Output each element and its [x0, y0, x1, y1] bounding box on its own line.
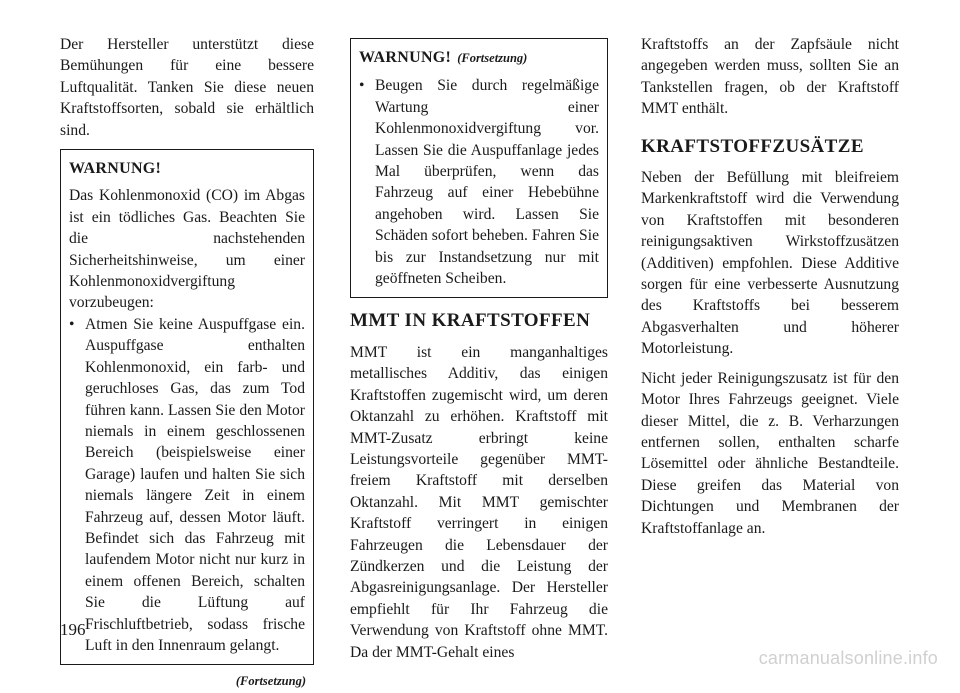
page-number: 196 — [60, 620, 86, 639]
warning-continued-label: (Fortsetzung) — [457, 51, 528, 65]
column-left — [60, 34, 314, 693]
warning-title-continued — [359, 47, 599, 69]
intro-paragraph: Der Hersteller unterstützt diese Bemühungen für eine bessere Luftqualität. Tanken Sie diese neuen Kraftstoffsorten, sobald sie erhältlich sind. — [60, 36, 314, 139]
warning-title: WARNUNG! — [69, 160, 162, 178]
watermark: carmanualsonline.info — [758, 648, 938, 668]
warning-body: Das Kohlenmonoxid (CO) im Abgas ist ein tödliches Gas. Beachten Sie die nachstehenden Sicherheitshinweise, um einer Kohlenmonoxidvergiftung vorzubeugen: — [69, 187, 305, 312]
warning-title-text: WARNUNG! — [359, 49, 452, 66]
mmt-continuation: Kraftstoffs an der Zapfsäule nicht angegeben werden muss, sollten Sie an Tankstellen fragen, ob der Kraftstoff MMT enthält. — [641, 36, 899, 118]
additives-paragraph-2: Nicht jeder Reinigungszusatz ist für den Motor Ihres Fahrzeugs geeignet. Viele dieser Mittel, die z. B. Verharzungen entfernen sollen, enthalten scharfe Lösemittel oder ähnliche Bestandteile. Diese greifen das Material von Dichtungen und Membranen der Kraftstoffanlage an. — [641, 369, 899, 537]
mmt-paragraph: MMT ist ein manganhaltiges metallisches Additiv, das einigen Kraftstoffen zugemischt wird, um deren Oktanzahl zu erhöhen. Kraftstoff mit MMT-Zusatz erbringt keine Leistungsvorteile gegenüber MMT-freiem Kraftstoff mit derselben Oktanzahl. Mit MMT gemischter Kraftstoff verringert in einigen Fahrzeugen die Lebensdauer der Zündkerzen und die Leistung der Abgasreinigungsanlage. Der Hersteller empfiehlt für Ihr Fahrzeug die Verwendung von Kraftstoff ohne MMT. Da der MMT-Gehalt eines — [350, 343, 608, 661]
warning-bullet-2: • Beugen Sie durch regelmäßige Wartung einer Kohlenmonoxidvergiftung vor. Lassen Sie die Auspuffanlage jedes Mal überprüfen, wenn das Fahrzeug auf einer Hebebühne angehoben wird. Lassen Sie Schäden sofort beheben. Fahren Sie bis zur Instandsetzung nur mit geöffneten Scheiben. — [359, 75, 599, 289]
section-heading-additives: KRAFTSTOFFZUSÄTZE — [641, 135, 864, 157]
warning-box-co — [60, 149, 314, 665]
additives-paragraph-1: Neben der Befüllung mit bleifreiem Markenkraftstoff wird die Verwendung von Kraftstoffen mit besonderen reinigungsaktiven Wirkstoffzusätzen (Additiven) empfohlen. Diese Additive sorgen für eine verbesserte Ausnutzung des Kraftstoffs bei besserem Abgasverhalten und höherer Motorleistung. — [641, 169, 899, 358]
warning-bullet-list-2 — [359, 75, 599, 289]
column-middle — [350, 38, 608, 671]
section-heading-mmt: MMT IN KRAFTSTOFFEN — [350, 310, 591, 332]
warning-box-continued — [350, 38, 608, 298]
warning-bullet-list — [69, 314, 305, 657]
continued-note: (Fortsetzung) — [235, 674, 306, 689]
warning-bullet: • Atmen Sie keine Auspuffgase ein. Auspuffgase enthalten Kohlenmonoxid, ein farb- und geruchloses Gas, das zum Tod führen kann. Lassen Sie den Motor niemals in einem geschlossenen Bereich (beispielsweise einer Garage) laufen und halten Sie sich niemals längere Zeit in einem Fahrzeug auf, dessen Motor läuft. Befindet sich das Fahrzeug mit laufendem Motor nicht nur kurz in einem offenen Bereich, schalten Sie die Lüftung auf Frischluftbetrieb, sodass frische Luft in den Innenraum gelangt. — [69, 314, 305, 657]
column-right — [641, 34, 899, 547]
